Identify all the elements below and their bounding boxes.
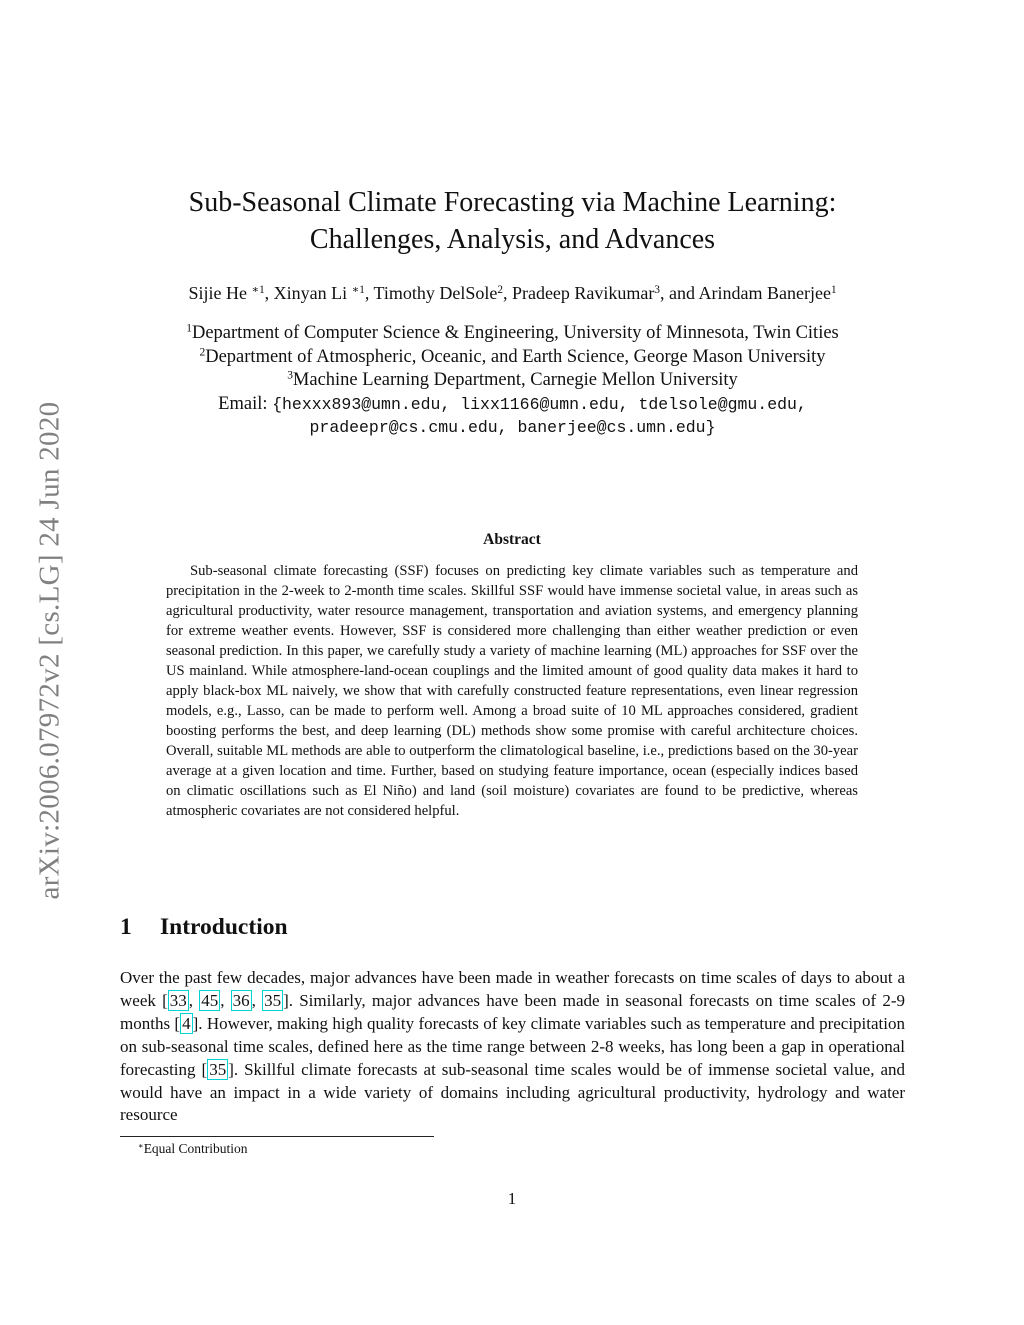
intro-paragraph: Over the past few decades, major advances have been made in weather forecasts on time scales of days to about a week [ 33 , 45 , 36 , 35 ]. Similarly, major advances have been made in seasonal forecasts on time scales of 2-9 months [ 4 ]. However, making high quality forecasts of key climate variables such as temperature and precipitation on sub-seasonal time scales, defined here as the time range between 2-8 weeks, has long been a gap in operational forecasting [ 35 ]. Skillful climate forecasts at sub-seasonal time scales would be of immense societal value, and would have an impact in a wide variety of domains including agricultural productivity, hydrology and water resource <box>120 968 906 1125</box>
page-number: 1 <box>507 1189 517 1208</box>
email-addresses-cont[interactable]: pradeepr@cs.cmu.edu, banerjee@cs.umn.edu} <box>309 418 716 437</box>
citation-link[interactable]: 35 <box>209 1059 227 1079</box>
arxiv-sidebar <box>28 360 72 940</box>
footnote-divider <box>120 1136 434 1137</box>
paper-title <box>120 184 905 258</box>
section-title: Introduction <box>160 914 288 940</box>
footnote: ∗Equal Contribution <box>138 1141 248 1156</box>
citation-link[interactable]: 33 <box>169 990 187 1010</box>
citation-link[interactable]: 4 <box>182 1013 191 1033</box>
author: Timothy DelSole$^2$, <box>373 283 512 303</box>
email-label: Email: <box>218 393 273 414</box>
section-heading <box>120 914 288 941</box>
citation-link[interactable]: 35 <box>264 990 282 1010</box>
affiliation: $^2$Department of Atmospheric, Oceanic, and Earth Science, George Mason University <box>199 346 826 367</box>
author-list <box>100 280 925 306</box>
email-addresses[interactable]: {hexxx893@umn.edu, lixx1166@umn.edu, tdelsole@gmu.edu, <box>272 394 807 414</box>
affiliation: $^3$Machine Learning Department, Carnegie Mellon University <box>287 369 738 390</box>
affiliations <box>100 322 925 440</box>
arxiv-identifier: arXiv:2006.07972v2 [cs.LG] 24 Jun 2020 <box>33 401 66 899</box>
title-line-1: Sub-Seasonal Climate Forecasting via Machine Learning: <box>188 187 837 218</box>
email-line <box>100 393 925 417</box>
citation-link[interactable]: 45 <box>201 990 219 1010</box>
author: Arindam Banerjee$^1$ <box>698 283 837 303</box>
section-number: 1 <box>120 914 132 940</box>
email-line-2 <box>100 416 925 440</box>
citation-link[interactable]: 36 <box>232 990 250 1010</box>
author: Pradeep Ravikumar$^3$, and <box>511 283 699 303</box>
author: Xinyan Li $^{∗1}$, <box>273 283 374 303</box>
abstract-heading: Abstract <box>483 531 541 548</box>
title-line-2: Challenges, Analysis, and Advances <box>309 224 716 255</box>
affiliation: $^1$Department of Computer Science & Engineering, University of Minnesota, Twin Cities <box>186 322 839 343</box>
abstract-body: Sub-seasonal climate forecasting (SSF) focuses on predicting key climate variables such as temperature and precipitation in the 2-week to 2-month time scales. Skillful SSF would have immense societal value, in areas such as agricultural productivity, water resource management, transportation and aviation systems, and emergency planning for extreme weather events. However, SSF is considered more challenging than either weather prediction or even seasonal prediction. In this paper, we carefully study a variety of machine learning (ML) approaches for SSF over the US mainland. While atmosphere-land-ocean couplings and the limited amount of good quality data makes it hard to apply black-box ML naively, we show that with carefully constructed feature representations, even linear regression models, e.g., Lasso, can be made to perform well. Among a broad suite of 10 ML approaches considered, gradient boosting performs the best, and deep learning (DL) methods show some promise with careful architecture choices. Overall, suitable ML methods are able to outperform the climatological baseline, i.e., predictions based on the 30-year average at a given location and time. Further, based on studying feature importance, ocean (especially indices based on climatic oscillations such as El Niño) and land (soil moisture) covariates are found to be predictive, whereas atmospheric covariates are not considered helpful. <box>166 563 858 819</box>
author: Sijie He $^{∗1}$, <box>188 283 274 303</box>
